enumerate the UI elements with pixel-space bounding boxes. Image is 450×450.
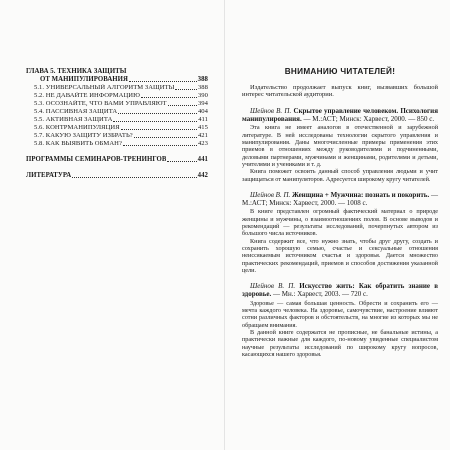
chapter-title-row (26, 76, 208, 84)
book-title: Скрытое управление человеком. Психология манипулирования. (242, 107, 439, 124)
toc-row (26, 84, 208, 92)
toc-section-title: 5.3. ОСОЗНАЙТЕ, ЧТО ВАМИ УПРАВЛЯЮТ (34, 100, 167, 107)
book-imprint: — М.:АСТ; Минск: Харвест, 2000. — 850 с. (303, 115, 435, 124)
dot-leader (168, 105, 197, 106)
toc-programs-title: ПРОГРАММЫ СЕМИНАРОВ-ТРЕНИНГОВ (26, 156, 167, 163)
book-heading (242, 191, 438, 207)
book-author: Шейнов В. П. (250, 107, 292, 116)
book-entry (242, 191, 438, 274)
book-imprint: — Мн.: Харвест, 2003. — 720 с. (273, 290, 368, 299)
book-description: Эта книга не имеет аналогов в отечественной и зарубежной литературе. В ней исследованы технологии скрытого управления и манипулирования. Даны многочисленные примеры применения этих приемов в отношениях между руководителями и подчиненными, деловыми партнерами, мужчинами и женщинами, родителями и детьми, учителями и учениками и т. д. (242, 124, 438, 169)
page-number: 394 (197, 100, 208, 107)
dot-leader (167, 161, 196, 162)
book-description: Здоровье — самая большая ценность. Обрести и сохранить его — мечта каждого человека. На здоровье, самочувствие, настроение влияют сотни различных факторов и обстоятельств, на многие из которых мы не обращаем внимания. (242, 299, 438, 329)
toc-row (26, 132, 208, 140)
book-author: Шейнов В. П. (250, 191, 291, 200)
toc-section-title: 5.6. КОНТРМАНИПУЛЯЦИЯ (34, 124, 120, 131)
book-entry (242, 107, 438, 183)
toc-section-title: 5.4. ПАССИВНАЯ ЗАЩИТА (34, 108, 118, 115)
toc-section-title: 5.7. КАКУЮ ЗАЩИТУ ИЗБРАТЬ? (34, 132, 133, 139)
book-description: Книга содержит все, что нужно знать, чтобы друг другу, создать и сохранить хорошую семью, счастье и сексуальные отношения неиссякаемым источником счастья и здоровья. Дается множество практических рекомендаций, приемов и способов достижения указанной цели. (242, 237, 438, 274)
book-heading (242, 282, 438, 298)
dot-leader (123, 145, 197, 146)
page-number: 390 (197, 92, 208, 99)
toc-row (26, 92, 208, 100)
toc-row (26, 108, 208, 116)
dot-leader (72, 177, 196, 178)
book-heading (242, 107, 438, 123)
book-description: В данной книге содержатся не прописные, не банальные истины, а практически важные для каждого, по-новому увиденные специалистом научные результаты исследований по широкому кругу вопросов, касающихся нашего здоровья. (242, 328, 438, 358)
dot-leader (141, 97, 197, 98)
toc-row (26, 124, 208, 132)
book-author: Шейнов В. П. (250, 282, 296, 291)
book-imprint: — М.:АСТ; Минск: Харвест, 2000. — 1008 с. (242, 191, 439, 208)
page-number: 388 (197, 84, 208, 91)
right-page (225, 0, 450, 450)
dot-leader (129, 81, 197, 82)
dot-leader (175, 89, 197, 90)
toc-row (26, 100, 208, 108)
page-number: 421 (197, 132, 208, 139)
dot-leader (121, 129, 197, 130)
toc-section-title: 5.2. НЕ ДАВАЙТЕ ИНФОРМАЦИЮ (34, 92, 140, 99)
toc-sections (26, 84, 208, 148)
page-number: 423 (197, 140, 208, 147)
book-description: В книге представлен огромный фактический материал о природе женщины и мужчины, о взаимоотношениях полов. В основе выводов и рекомендаций — результаты исследований, почерпнутых автором из большого числа источников. (242, 208, 438, 238)
toc-row-literature (26, 172, 208, 180)
toc-row (26, 140, 208, 148)
page-number: 388 (197, 76, 208, 83)
chapter-title: ГЛАВА 5. ТЕХНИКА ЗАЩИТЫ (26, 68, 127, 75)
page-number: 442 (197, 172, 208, 179)
dot-leader (113, 121, 197, 122)
toc-row-programs (26, 156, 208, 164)
toc-section-title: 5.5. АКТИВНАЯ ЗАЩИТА (34, 116, 113, 123)
page-number: 441 (197, 156, 208, 163)
reader-notice (242, 68, 438, 366)
toc-row (26, 116, 208, 124)
book-title: Искусство жить: Как обратить знание в здоровье. (242, 282, 438, 299)
page-number: 415 (197, 124, 208, 131)
table-of-contents (26, 68, 208, 180)
toc-section-title: 5.1. УНИВЕРСАЛЬНЫЙ АЛГОРИТМ ЗАЩИТЫ (34, 84, 175, 91)
chapter-title-cont: ОТ МАНИПУЛИРОВАНИЯ (40, 76, 128, 83)
page-number: 411 (198, 116, 208, 123)
dot-leader (118, 113, 197, 114)
book-description: Книга поможет освоить данный способ управления людьми и учит защищаться от манипуляторов. Адресуется широкому кругу читателей. (242, 168, 438, 183)
book-entry (242, 282, 438, 358)
notice-intro: Издательство продолжает выпуск книг, вызвавших большой интерес читательской аудитории. (242, 83, 438, 99)
page-number: 404 (197, 108, 208, 115)
toc-literature-title: ЛИТЕРАТУРА (26, 172, 72, 179)
dot-leader (134, 137, 197, 138)
book-title: Женщина + Мужчина: познать и покорить. (292, 191, 430, 200)
book-list (242, 107, 438, 358)
notice-heading: ВНИМАНИЮ ЧИТАТЕЛЕЙ! (284, 67, 396, 76)
toc-section-title: 5.8. КАК ВЫЯВИТЬ ОБМАН? (34, 140, 122, 147)
